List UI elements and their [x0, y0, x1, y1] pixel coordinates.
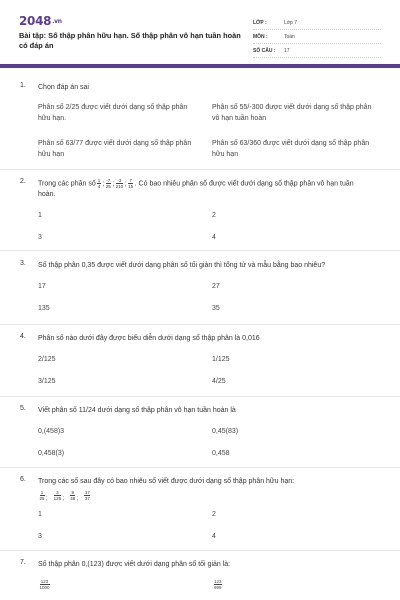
- fraction: $\frac{-3}{210}$: [115, 178, 124, 189]
- meta-value: Toán: [284, 33, 295, 40]
- answer-option[interactable]: Phân số 63/77 được viết dưới dạng số thập phân hữu hạn: [38, 140, 192, 158]
- question-text: Số thập phân 0,(123) được viết dưới dạng phân số tối giản là:: [38, 561, 231, 568]
- answer-option[interactable]: 35: [212, 305, 220, 312]
- fraction: $\frac{1}{4}$: [97, 178, 101, 189]
- answer-option[interactable]: 3: [38, 533, 42, 540]
- fraction: $\frac{123}{1000}$: [39, 579, 50, 590]
- answer-option[interactable]: 1: [38, 511, 42, 518]
- fraction: $\frac{17}{37}$: [84, 490, 90, 502]
- answer-option[interactable]: 0,(458)3: [38, 428, 65, 435]
- question-text: Viết phân số 11/24 dưới dạng số thập phân vô hạn tuần hoàn là: [38, 407, 236, 414]
- answer-option[interactable]: Phân số 55/-300 được viết dưới dạng số thập phân vô hạn tuần hoàn: [212, 104, 372, 122]
- answer-option[interactable]: 4: [212, 234, 216, 241]
- meta-row-count: [253, 44, 381, 58]
- question-text: Số thập phân 0,35 được viết dưới dạng phân số tối giản thì tổng tử và mẫu bằng bao nhiêu?: [38, 262, 326, 269]
- logo-suffix: .vn: [52, 18, 62, 25]
- answer-option[interactable]: [38, 579, 198, 590]
- fraction: $\frac{-7}{25}$: [105, 178, 111, 189]
- meta-key: SỐ CÂU :: [253, 47, 276, 54]
- meta-key: LỚP :: [253, 19, 267, 26]
- site-logo[interactable]: [19, 14, 62, 28]
- answer-option[interactable]: 1: [38, 212, 42, 219]
- question-text: Trong các số sau đây có bao nhiêu số viết được dưới dạng số thập phân hữu hạn:: [38, 478, 295, 485]
- answer-option[interactable]: 2: [212, 511, 216, 518]
- question-text-after: Có bao nhiêu phân số được viết dưới dạng số thập phân vô hạn tuần hoàn.: [38, 180, 354, 199]
- answer-option[interactable]: Phân số 2/25 được viết dưới dạng số thập phân hữu hạn.: [38, 104, 188, 122]
- answer-option[interactable]: 3: [38, 234, 42, 241]
- meta-value: Lớp 7: [284, 19, 298, 26]
- answer-option[interactable]: 4: [212, 533, 216, 540]
- fraction: $\frac{123}{999}$: [214, 579, 222, 590]
- meta-row-subject: [253, 30, 381, 44]
- question-text: Trong các phân số $\frac{1}{4}$ ; $\frac{-7}{25}$ ; $\frac{-3}{210}$ ; $\frac{7}{15}$ . Có bao nhiêu phân số được viết dưới dạng số thập phân vô hạn tuần hoàn.: [38, 178, 354, 199]
- question-number: 3.: [20, 260, 26, 267]
- question-divider: [0, 250, 400, 251]
- meta-info: [253, 16, 381, 58]
- logo-text: 2048: [19, 14, 52, 28]
- answer-option[interactable]: 0,458(3): [38, 450, 65, 457]
- answer-option[interactable]: [212, 579, 372, 590]
- question-divider: [0, 467, 400, 468]
- question-text: Phân số nào dưới đây được biểu diễn dưới dạng số thập phân là 0,016: [38, 335, 260, 342]
- question-text: Chọn đáp án sai: [38, 84, 89, 91]
- answer-option[interactable]: 27: [212, 283, 220, 290]
- answer-option[interactable]: 135: [38, 305, 50, 312]
- question-text-before: Trong các phân số: [38, 180, 96, 188]
- fraction: $\frac{1}{25}$: [39, 490, 45, 502]
- fraction: $\frac{3}{125}$: [53, 490, 62, 502]
- answer-option[interactable]: 0,45(83): [212, 428, 239, 435]
- question-divider: [0, 396, 400, 397]
- question-number: 1.: [20, 82, 26, 89]
- answer-option[interactable]: 1/125: [212, 356, 230, 363]
- answer-option[interactable]: 4/25: [212, 378, 226, 385]
- question-number: 2.: [20, 178, 26, 185]
- question-divider: [0, 550, 400, 551]
- answer-option[interactable]: 2/125: [38, 356, 56, 363]
- question-number: 7.: [20, 559, 26, 566]
- page-header: [0, 0, 400, 64]
- answer-option[interactable]: 0,458: [212, 450, 230, 457]
- question-number: 6.: [20, 476, 26, 483]
- meta-value: 17: [284, 47, 290, 54]
- answer-option[interactable]: 3/125: [38, 378, 56, 385]
- header-divider: [0, 64, 400, 68]
- fraction-list: $\frac{1}{25}$ ; $\frac{3}{125}$ ; $\frac{9}{48}$ ; $\frac{17}{37}$: [39, 490, 90, 502]
- meta-row-class: [253, 16, 381, 30]
- question-number: 5.: [20, 405, 26, 412]
- meta-key: MÔN :: [253, 33, 268, 40]
- answer-option[interactable]: 2: [212, 212, 216, 219]
- page-title: Bài tập: Số thập phân hữu hạn. Số thập phân vô hạn tuần hoàn có đáp án: [19, 31, 241, 50]
- question-divider: [0, 169, 400, 170]
- answer-option[interactable]: Phân số 63/360 được viết dưới dạng số thập phân hữu hạn: [212, 140, 370, 158]
- fraction: $\frac{7}{15}$: [128, 178, 134, 189]
- fraction: $\frac{9}{48}$: [70, 490, 76, 502]
- question-divider: [0, 324, 400, 325]
- question-number: 4.: [20, 333, 26, 340]
- answer-option[interactable]: 17: [38, 283, 46, 290]
